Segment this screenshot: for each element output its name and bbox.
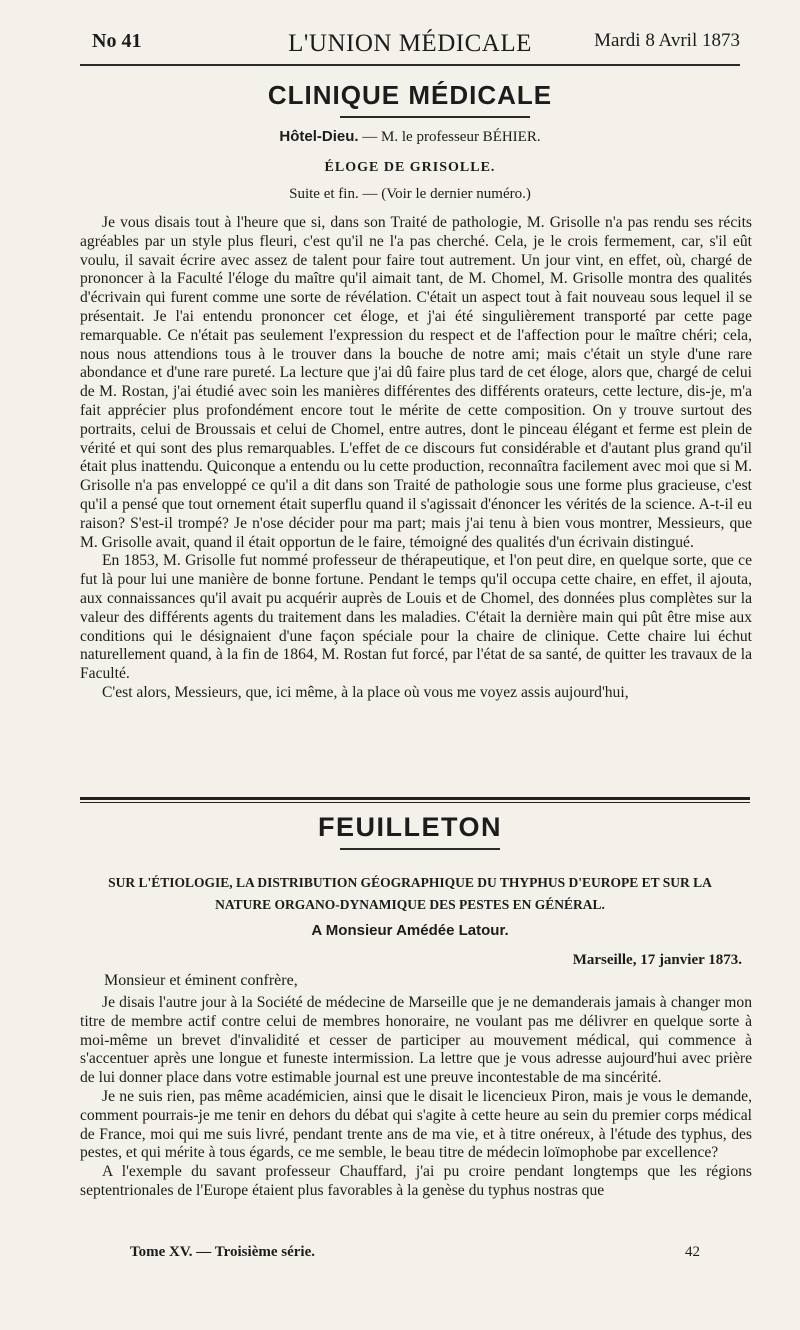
- section-rule: [340, 116, 530, 118]
- clinique-body: [80, 214, 752, 703]
- page-footer: [80, 1244, 740, 1268]
- section-title-feuilleton: FEUILLETON: [317, 812, 502, 842]
- paragraph: C'est alors, Messieurs, que, ici même, à la place où vous me voyez assis aujourd'hui,: [102, 683, 629, 701]
- feuilleton-subtitle: SUR L'ÉTIOLOGIE, LA DISTRIBUTION GÉOGRAPHIQUE DU THYPHUS D'EUROPE ET SUR LA NATURE ORGANO-DYNAMIQUE DES PESTES EN GÉNÉRAL.: [108, 875, 712, 912]
- letter-place-date: Marseille, 17 janvier 1873.: [572, 952, 742, 968]
- paragraph: Je ne suis rien, pas même académicien, ainsi que le disait le licencieux Piron, mais je vous le demande, comment pourrais-je me tenir en dehors du débat qui s'agite à cette heure au sein du premier corps médical de France, moi qui me suis livré, pendant trente ans de ma vie, et à titre onéreux, à l'étude des typhus, des pestes, et qui mérite à tous égards, ce me semble, le beau titre de médecin loïmophobe par excellence?: [80, 1087, 752, 1162]
- lecture-byline: [80, 128, 740, 146]
- letter-recipient: A Monsieur Amédée Latour.: [311, 922, 509, 939]
- paragraph: Je disais l'autre jour à la Société de médecine de Marseille que je ne demanderais jamais à changer mon titre de membre actif contre celui de membres honoraire, ne voulant pas me délivrer en quelque sorte à moi-même un brevet d'invalidité et cesser de participer au mouvement médical, qui commence à s'accentuer après une longue et funeste intermission. La lettre que je vous adresse aujourd'hui avec prière de lui donner place dans votre estimable journal est une preuve incontestable de ma sincérité.: [80, 994, 752, 1087]
- letter-salutation: Monsieur et éminent confrère,: [104, 972, 298, 989]
- paragraph: Je vous disais tout à l'heure que si, dans son Traité de pathologie, M. Grisolle n'a pas rendu ses récits agréables par un style plus fleuri, c'est qu'il ne l'a pas cherché. Cela, je le crois fermement, car, s'il eût voulu, il savait écrire avec assez de talent pour faire tout autrement. Un jour vint, en effet, où, chargé de prononcer à la Faculté l'éloge du maître qu'il aimait tant, de M. Chomel, M. Grisolle montra des qualités d'écrivain qui furent comme une sorte de révélation. C'était un aspect tout à fait nouveau sous lequel il se présentait. Je l'ai entendu prononcer cet éloge, et j'ai été singulièrement transporté par cette page remarquable. Ce n'était pas seulement l'expression du respect et de l'affection pour le maître chéri; cela, nous nous attendions tous à le trouver dans la bouche de notre ami; mais c'était un style d'une rare abondance et d'une rare pureté. La lecture que j'ai dû faire plus tard de cet éloge, alors que, chargé de celui de M. Rostan, j'ai étudié avec soin les manières différentes des différents orateurs, cette lecture, dis-je, m'a fait apprécier plus profondément encore tout le mérite de cette composition. On y trouve surtout des portraits, celui de Broussais et celui de Chomel, entre autres, dont le pinceau élégant et ferme est plein de vérité et qui sont des plus remarquables. L'effet de ce discours fut considérable et d'autant plus grand qu'il était plus inattendu. Quiconque a entendu ou lu cette production, reconnaîtra facilement avec moi que si M. Grisolle n'a pas enveloppé ce qu'il a dit dans son Traité de pathologie sous une forme plus gracieuse, c'est qu'il a pensé que tout ornement était superflu quand il s'agissait d'énoncer les vérités de la science. A-t-il eu raison? S'est-il trompé? Je n'ose décider pour ma part; mais j'ai tenu à bien vous montrer, Messieurs, que M. Grisolle avait, quand il était opportun de le faire, témoigné des qualités d'un écrivain distingué.: [80, 214, 752, 551]
- professor-name: — M. le professeur BÉHIER.: [358, 129, 541, 145]
- section-rule: [340, 848, 500, 850]
- paragraph: A l'exemple du savant professeur Chauffard, j'ai pu croire pendant longtemps que les régions septentrionales de l'Europe étaient plus favorables à la genèse du typhus nostras que: [80, 1163, 752, 1199]
- feuilleton-body: [80, 994, 752, 1201]
- masthead-rule: [80, 64, 740, 66]
- hotel-dieu-label: Hôtel-Dieu.: [279, 128, 359, 145]
- paragraph: En 1853, M. Grisolle fut nommé professeur de thérapeutique, et l'on peut dire, en quelque sorte, que ce fut là pour lui une manière de bonne fortune. Pendant le temps qu'il occupa cette chaire, en effet, il ajouta, aux connaissances qu'il avait pu acquérir auprès de Louis et de Chomel, des données plus complètes sur la valeur des différents agents du traitement dans les maladies. C'était la dernière main qui pût être mise aux conditions qui le désignaient d'une façon spéciale pour la chaire de clinique. Cette chaire lui échut naturellement quand, à la fin de 1864, M. Rostan fut forcé, par l'état de sa santé, de quitter les travaux de la Faculté.: [80, 552, 752, 683]
- volume-label: Tome XV. — Troisième série.: [130, 1244, 315, 1260]
- feuilleton-divider: [80, 797, 750, 803]
- article-continuation-note: Suite et fin. — (Voir le dernier numéro.): [289, 186, 531, 202]
- issue-date: Mardi 8 Avril 1873: [594, 30, 740, 51]
- issue-number: No 41: [92, 30, 142, 52]
- article-title: ÉLOGE DE GRISOLLE.: [324, 160, 496, 175]
- page-number: 42: [685, 1244, 700, 1260]
- masthead: [80, 26, 740, 60]
- journal-title: L'UNION MÉDICALE: [288, 30, 532, 57]
- section-title-clinique: CLINIQUE MÉDICALE: [267, 80, 553, 110]
